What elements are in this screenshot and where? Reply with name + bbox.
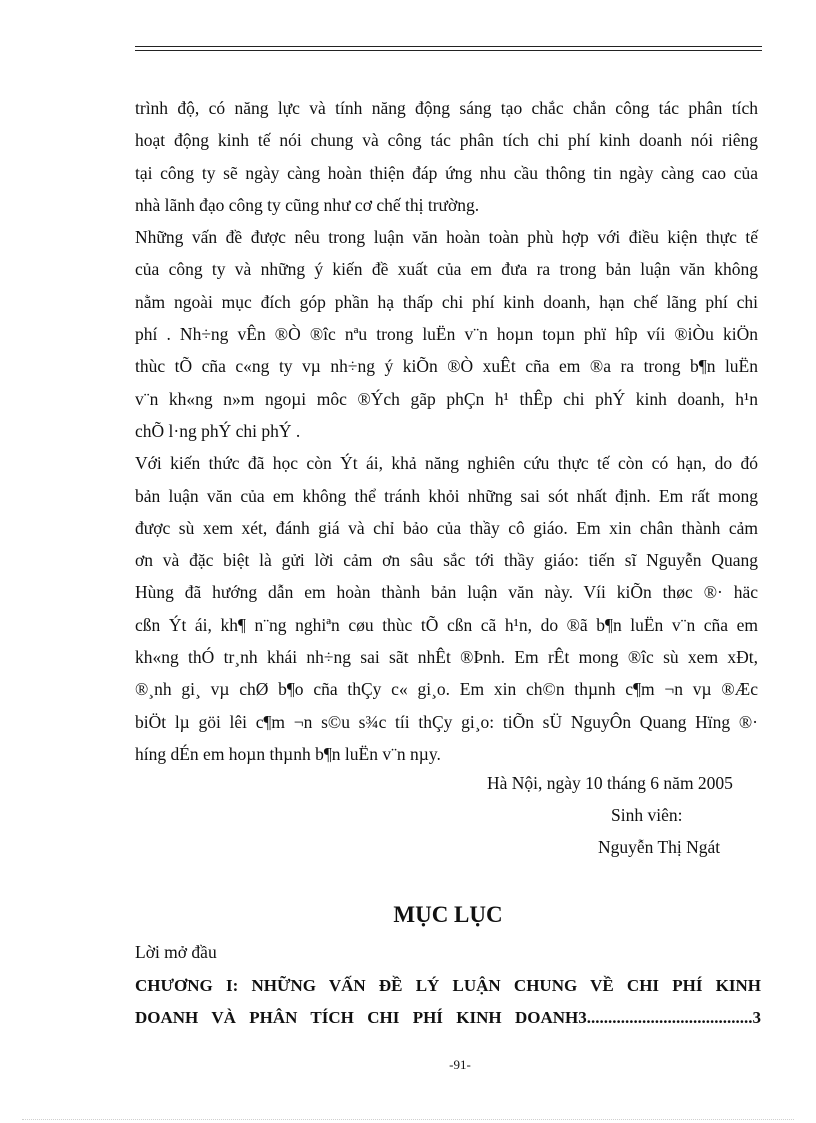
toc-entry-chapter-1 xyxy=(135,970,761,1034)
toc-chapter-line: DOANH VÀ PHÂN TÍCH CHI PHÍ KINH DOANH3.......................................3 xyxy=(135,1008,761,1027)
text-line: cßn Ýt ái, kh¶ n¨ng nghiªn cøu thùc tÕ cßn cã h¹n, do ®ã b¶n luËn v¨n cña em xyxy=(135,614,758,635)
text-line: v¨n kh«ng n»m ngoµi môc ®Ých gãp phÇn h¹ thÊp chi phÝ kinh doanh, h¹n xyxy=(135,388,758,409)
toc-entry-intro: Lời mở đầu xyxy=(135,942,217,962)
text-line: bản luận văn của em không thể tránh khỏi những sai sót nhất định. Em rất mong xyxy=(135,485,758,506)
paragraph-conclusion-3 xyxy=(135,447,758,770)
text-line: Những vấn đề được nêu trong luận văn hoàn toàn phù hợp với điều kiện thực tế xyxy=(135,227,758,248)
toc-title: MỤC LỤC xyxy=(393,902,503,927)
header-rule-top xyxy=(135,46,762,47)
text-line: nhà lãnh đạo công ty cũng như cơ chế thị trường. xyxy=(135,194,480,215)
text-line: chÕ l·ng phÝ chi phÝ . xyxy=(135,420,301,441)
text-line: híng dÉn em hoµn thµnh b¶n luËn v¨n nµy. xyxy=(135,743,441,764)
signature-role: Sinh viên: xyxy=(611,805,683,825)
text-line: kh«ng thÓ tr¸nh khái nh÷ng sai sãt nhÊt ®Þnh. Em rÊt mong ®îc sù xem xÐt, xyxy=(135,647,758,668)
text-line: thùc tÕ cña c«ng ty vµ nh÷ng ý kiÕn ®Ò xuÊt cña em ®a ra trong b¶n luËn xyxy=(135,356,758,377)
text-line: nằm ngoài mục đích góp phần hạ thấp chi phí kinh doanh, hạn chế lãng phí chi xyxy=(135,291,758,312)
text-line: trình độ, có năng lực và tính năng động sáng tạo chắc chắn công tác phân tích xyxy=(135,98,758,118)
text-line: ®¸nh gi¸ vµ chØ b¶o cña thÇy c« gi¸o. Em xin ch©n thµnh c¶m ¬n vµ ®Æc xyxy=(135,679,758,700)
toc-chapter-line: CHƯƠNG I: NHỮNG VẤN ĐỀ LÝ LUẬN CHUNG VỀ CHI PHÍ KINH xyxy=(135,976,761,995)
text-line: Hùng đã hướng dẫn em hoàn thành bản luận văn này. Víi kiÕn thøc ®· häc xyxy=(135,582,758,603)
signature-name: Nguyễn Thị Ngát xyxy=(598,837,721,857)
text-line: ơn và đặc biệt là gửi lời cảm ơn sâu sắc tới thầy giáo: tiến sĩ Nguyễn Quang xyxy=(135,550,758,571)
paragraph-conclusion-2 xyxy=(135,221,758,447)
header-rule-bottom xyxy=(135,50,762,51)
text-line: Với kiến thức đã học còn Ýt ái, khả năng nghiên cứu thực tế còn có hạn, do đó xyxy=(135,453,758,474)
text-line: của công ty và những ý kiến đề xuất của em đưa ra trong bản luận văn không xyxy=(135,259,758,280)
text-line: tại công ty sẽ ngày càng hoàn thiện đáp ứng nhu cầu thông tin ngày càng cao của xyxy=(135,162,758,183)
page-number: -91- xyxy=(449,1057,471,1072)
text-line: được sù xem xét, đánh giá và chỉ bảo của thầy cô giáo. Em xin chân thành cảm xyxy=(135,517,758,538)
document-body xyxy=(135,92,758,770)
text-line: phí . Nh÷ng vÊn ®Ò ®îc nªu trong luËn v¨n hoµn toµn phï hîp víi ®iÒu kiÖn xyxy=(135,324,758,345)
signature-date: Hà Nội, ngày 10 tháng 6 năm 2005 xyxy=(487,773,733,793)
page-bottom-border xyxy=(22,1119,794,1120)
text-line: hoạt động kinh tế nói chung và công tác phân tích chi phí kinh doanh nói riêng xyxy=(135,130,758,151)
text-line: biÖt lµ göi lêi c¶m ¬n s©u s¾c tíi thÇy gi¸o: tiÕn sÜ NguyÔn Quang Hïng ®· xyxy=(135,711,758,732)
paragraph-conclusion-1 xyxy=(135,92,758,221)
